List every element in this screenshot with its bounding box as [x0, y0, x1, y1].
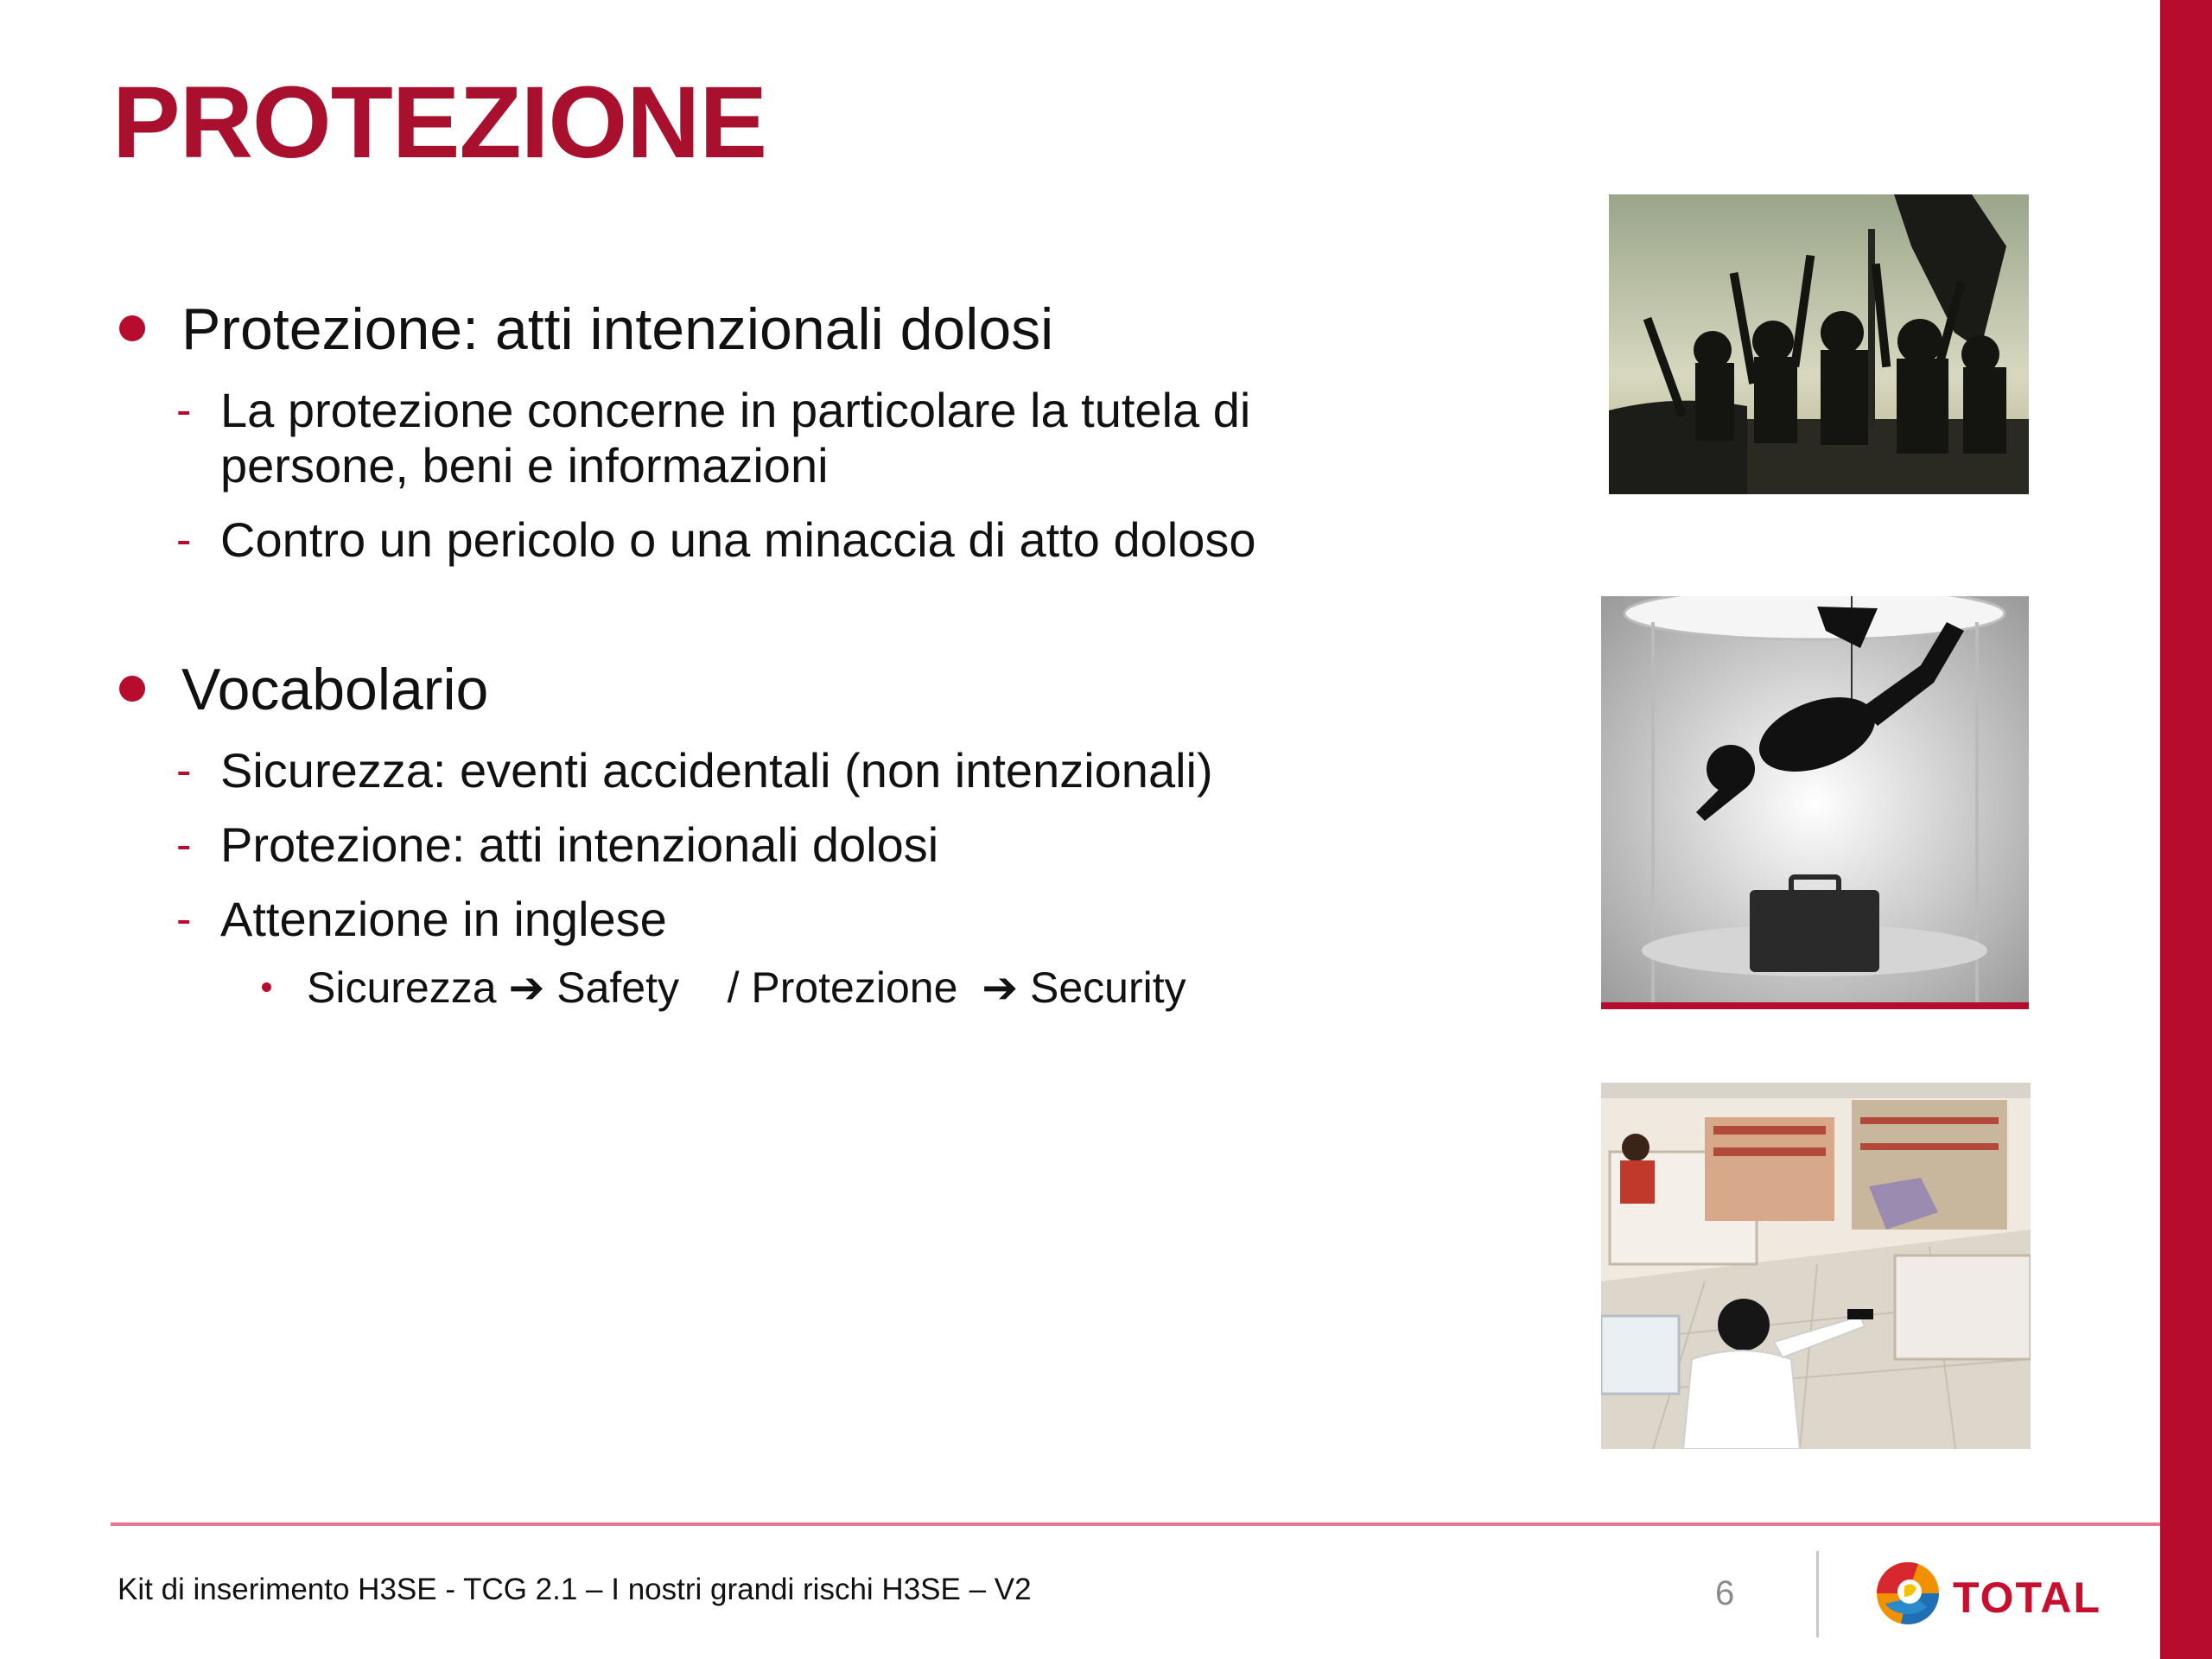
sub-bullet-text: Contro un pericolo o una minaccia di atto doloso: [220, 512, 1256, 567]
slide-content: [112, 289, 1391, 1016]
bullet-text: Vocabolario: [181, 657, 489, 722]
bullet-item: [112, 289, 1391, 369]
bullet-dot-icon: [119, 315, 145, 341]
arrow-right-icon: ➔: [508, 963, 545, 1013]
footer-text: Kit di inserimento H3SE - TCG 2.1 – I nostri grandi rischi H3SE – V2: [118, 1573, 1032, 1606]
bullet-block-protezione: [112, 289, 1391, 568]
total-logo-wordmark: TOTAL: [1953, 1573, 2102, 1622]
sub-sub-bullet-item: [112, 959, 1391, 1016]
footer-divider: [111, 1522, 2160, 1526]
sub-bullet-item: [112, 817, 1391, 873]
dash-icon: -: [176, 894, 192, 944]
dash-icon: -: [176, 746, 192, 796]
small-bullet-icon: [262, 982, 271, 992]
sub-bullet-text: Attenzione in inglese: [220, 892, 667, 946]
bullet-dot-icon: [119, 676, 145, 702]
bullet-block-vocabolario: [112, 650, 1391, 1016]
right-accent-bar: [2160, 0, 2212, 1659]
term-sicurezza: Sicurezza: [307, 963, 497, 1012]
sub-bullet-text: Protezione: atti intenzionali dolosi: [220, 817, 939, 872]
page-number: 6: [1715, 1574, 1735, 1612]
sub-bullet-item: [112, 892, 1391, 947]
bullet-text: Protezione: atti intenzionali dolosi: [181, 296, 1054, 362]
sub-bullet-item: [112, 383, 1391, 493]
bullet-item: [112, 650, 1391, 729]
term-security: Security: [1030, 963, 1186, 1012]
dash-icon: -: [176, 515, 192, 565]
term-protezione: / Protezione: [727, 963, 958, 1012]
sub-bullet-text: La protezione concerne in particolare la tutela di persone, beni e informazioni: [220, 383, 1251, 493]
sub-bullet-item: [112, 512, 1391, 568]
sub-bullet-text: Sicurezza: eventi accidentali (non intenzionali): [220, 743, 1213, 798]
slide-title: PROTEZIONE: [112, 66, 767, 180]
footer-separator: [1816, 1551, 1819, 1637]
arrow-right-icon: ➔: [982, 963, 1019, 1013]
dash-icon: -: [176, 820, 192, 870]
suspended-intruder-photo: [1601, 596, 2029, 1009]
sub-bullet-item: [112, 743, 1391, 798]
dash-icon: -: [176, 385, 192, 435]
term-safety: Safety: [556, 963, 679, 1012]
store-robbery-photo: [1601, 1083, 2031, 1449]
armed-group-silhouette-photo: [1609, 194, 2029, 494]
